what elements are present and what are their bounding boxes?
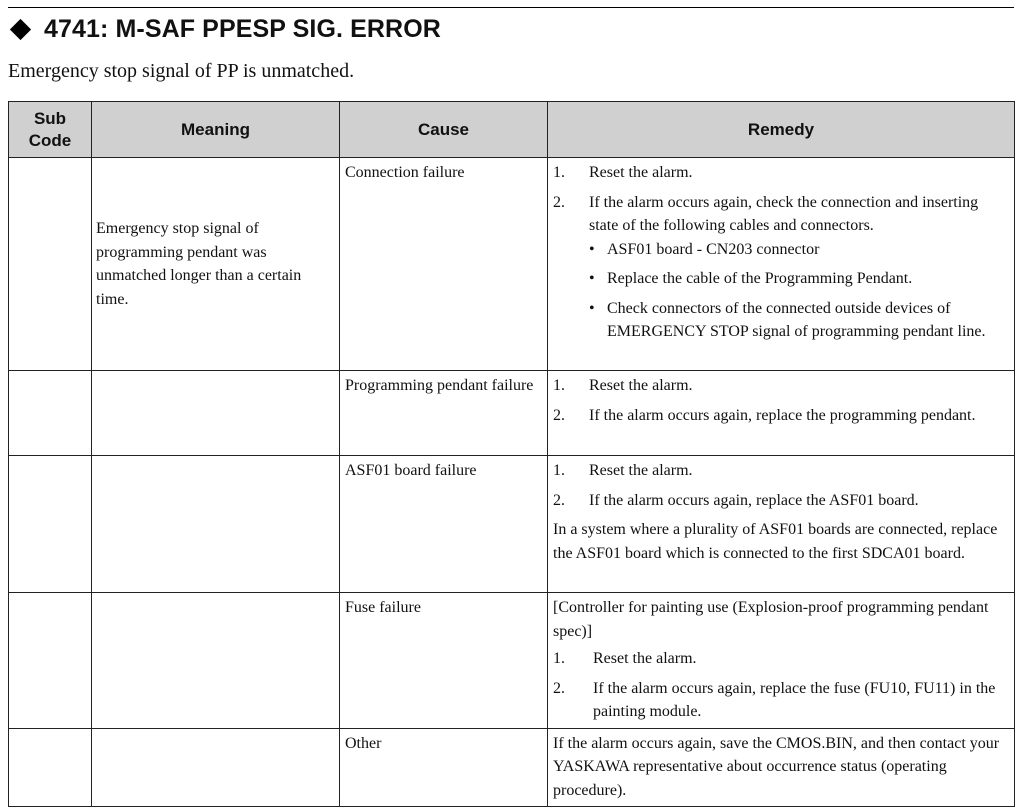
remedy-cell <box>548 158 1015 371</box>
remedy-note: In a system where a plurality of ASF01 boards are connected, replace the ASF01 board which is connected to the first SDCA01 board. <box>553 521 998 562</box>
cause-cell: Other <box>340 728 548 807</box>
cause-cell: ASF01 board failure <box>340 456 548 593</box>
sub-code-cell <box>9 371 92 456</box>
remedy-cell <box>548 456 1015 593</box>
diamond-bullet-icon <box>10 18 31 39</box>
sub-code-cell <box>9 593 92 729</box>
step-number: 1. <box>553 164 565 181</box>
remedy-cell <box>548 593 1015 729</box>
remedy-step <box>553 459 1008 483</box>
connector-list <box>589 238 1008 344</box>
remedy-condition: [Controller for painting use (Explosion-proof programming pendant spec)] <box>553 599 989 640</box>
remedy-cell: If the alarm occurs again, save the CMOS.BIN, and then contact your YASKAWA representative about occurrence status (operating procedure). <box>548 728 1015 807</box>
remedy-step <box>553 374 1008 398</box>
step-number: 1. <box>553 462 565 479</box>
list-item <box>589 267 1008 291</box>
header-sub-code: Sub Code <box>9 102 92 158</box>
sub-code-cell <box>9 728 92 807</box>
alarm-heading <box>8 12 441 46</box>
meaning-cell <box>92 593 340 729</box>
step-number: 1. <box>553 377 565 394</box>
table-row <box>9 728 1015 807</box>
step-number: 2. <box>553 406 565 424</box>
table-header-row <box>9 102 1015 158</box>
list-item-text: ASF01 board - CN203 connector <box>607 240 820 258</box>
step-text: Reset the alarm. <box>593 650 697 667</box>
remedy-step <box>553 677 1008 724</box>
header-cause: Cause <box>340 102 548 158</box>
alarm-description: Emergency stop signal of PP is unmatched. <box>8 60 355 82</box>
meaning-cell <box>92 456 340 593</box>
step-number: 2. <box>553 491 565 509</box>
step-text: If the alarm occurs again, replace the ASF01 board. <box>589 491 919 509</box>
step-text: Reset the alarm. <box>589 462 693 479</box>
top-rule <box>8 7 1014 8</box>
table-row <box>9 456 1015 593</box>
remedy-step <box>553 647 1008 671</box>
alarm-title: 4741: M-SAF PPESP SIG. ERROR <box>44 14 441 43</box>
bullet-icon: • <box>589 270 595 287</box>
remedy-cell <box>548 371 1015 456</box>
sub-code-cell <box>9 456 92 593</box>
bullet-icon: • <box>589 299 595 317</box>
step-text: If the alarm occurs again, replace the fuse (FU10, FU11) in the painting module. <box>593 679 996 720</box>
list-item <box>589 238 1008 262</box>
step-number: 1. <box>553 650 565 667</box>
step-text: If the alarm occurs again, check the connection and inserting state of the following cables and connectors. <box>589 193 979 234</box>
cause-cell: Connection failure <box>340 158 548 371</box>
meaning-cell: Emergency stop signal of programming pendant was unmatched longer than a certain time. <box>92 158 340 371</box>
cause-cell: Programming pendant failure <box>340 371 548 456</box>
sub-code-cell <box>9 158 92 371</box>
bullet-icon: • <box>589 240 595 258</box>
list-item-text: Check connectors of the connected outside devices of EMERGENCY STOP signal of programming pendant line. <box>607 299 986 340</box>
list-item-text: Replace the cable of the Programming Pendant. <box>607 270 913 287</box>
remedy-step <box>553 404 1008 428</box>
cause-cell: Fuse failure <box>340 593 548 729</box>
remedy-step <box>553 161 1008 185</box>
step-text: Reset the alarm. <box>589 377 693 394</box>
step-number: 2. <box>553 679 565 697</box>
step-number: 2. <box>553 193 565 211</box>
remedy-step <box>553 489 1008 513</box>
header-remedy: Remedy <box>548 102 1015 158</box>
table-row <box>9 371 1015 456</box>
alarm-table <box>8 101 1015 807</box>
remedy-step <box>553 191 1008 344</box>
table-row <box>9 158 1015 371</box>
header-meaning: Meaning <box>92 102 340 158</box>
list-item <box>589 297 1008 344</box>
step-text: If the alarm occurs again, replace the programming pendant. <box>589 406 976 424</box>
step-text: Reset the alarm. <box>589 164 693 181</box>
table-row <box>9 593 1015 729</box>
meaning-cell <box>92 728 340 807</box>
meaning-cell <box>92 371 340 456</box>
